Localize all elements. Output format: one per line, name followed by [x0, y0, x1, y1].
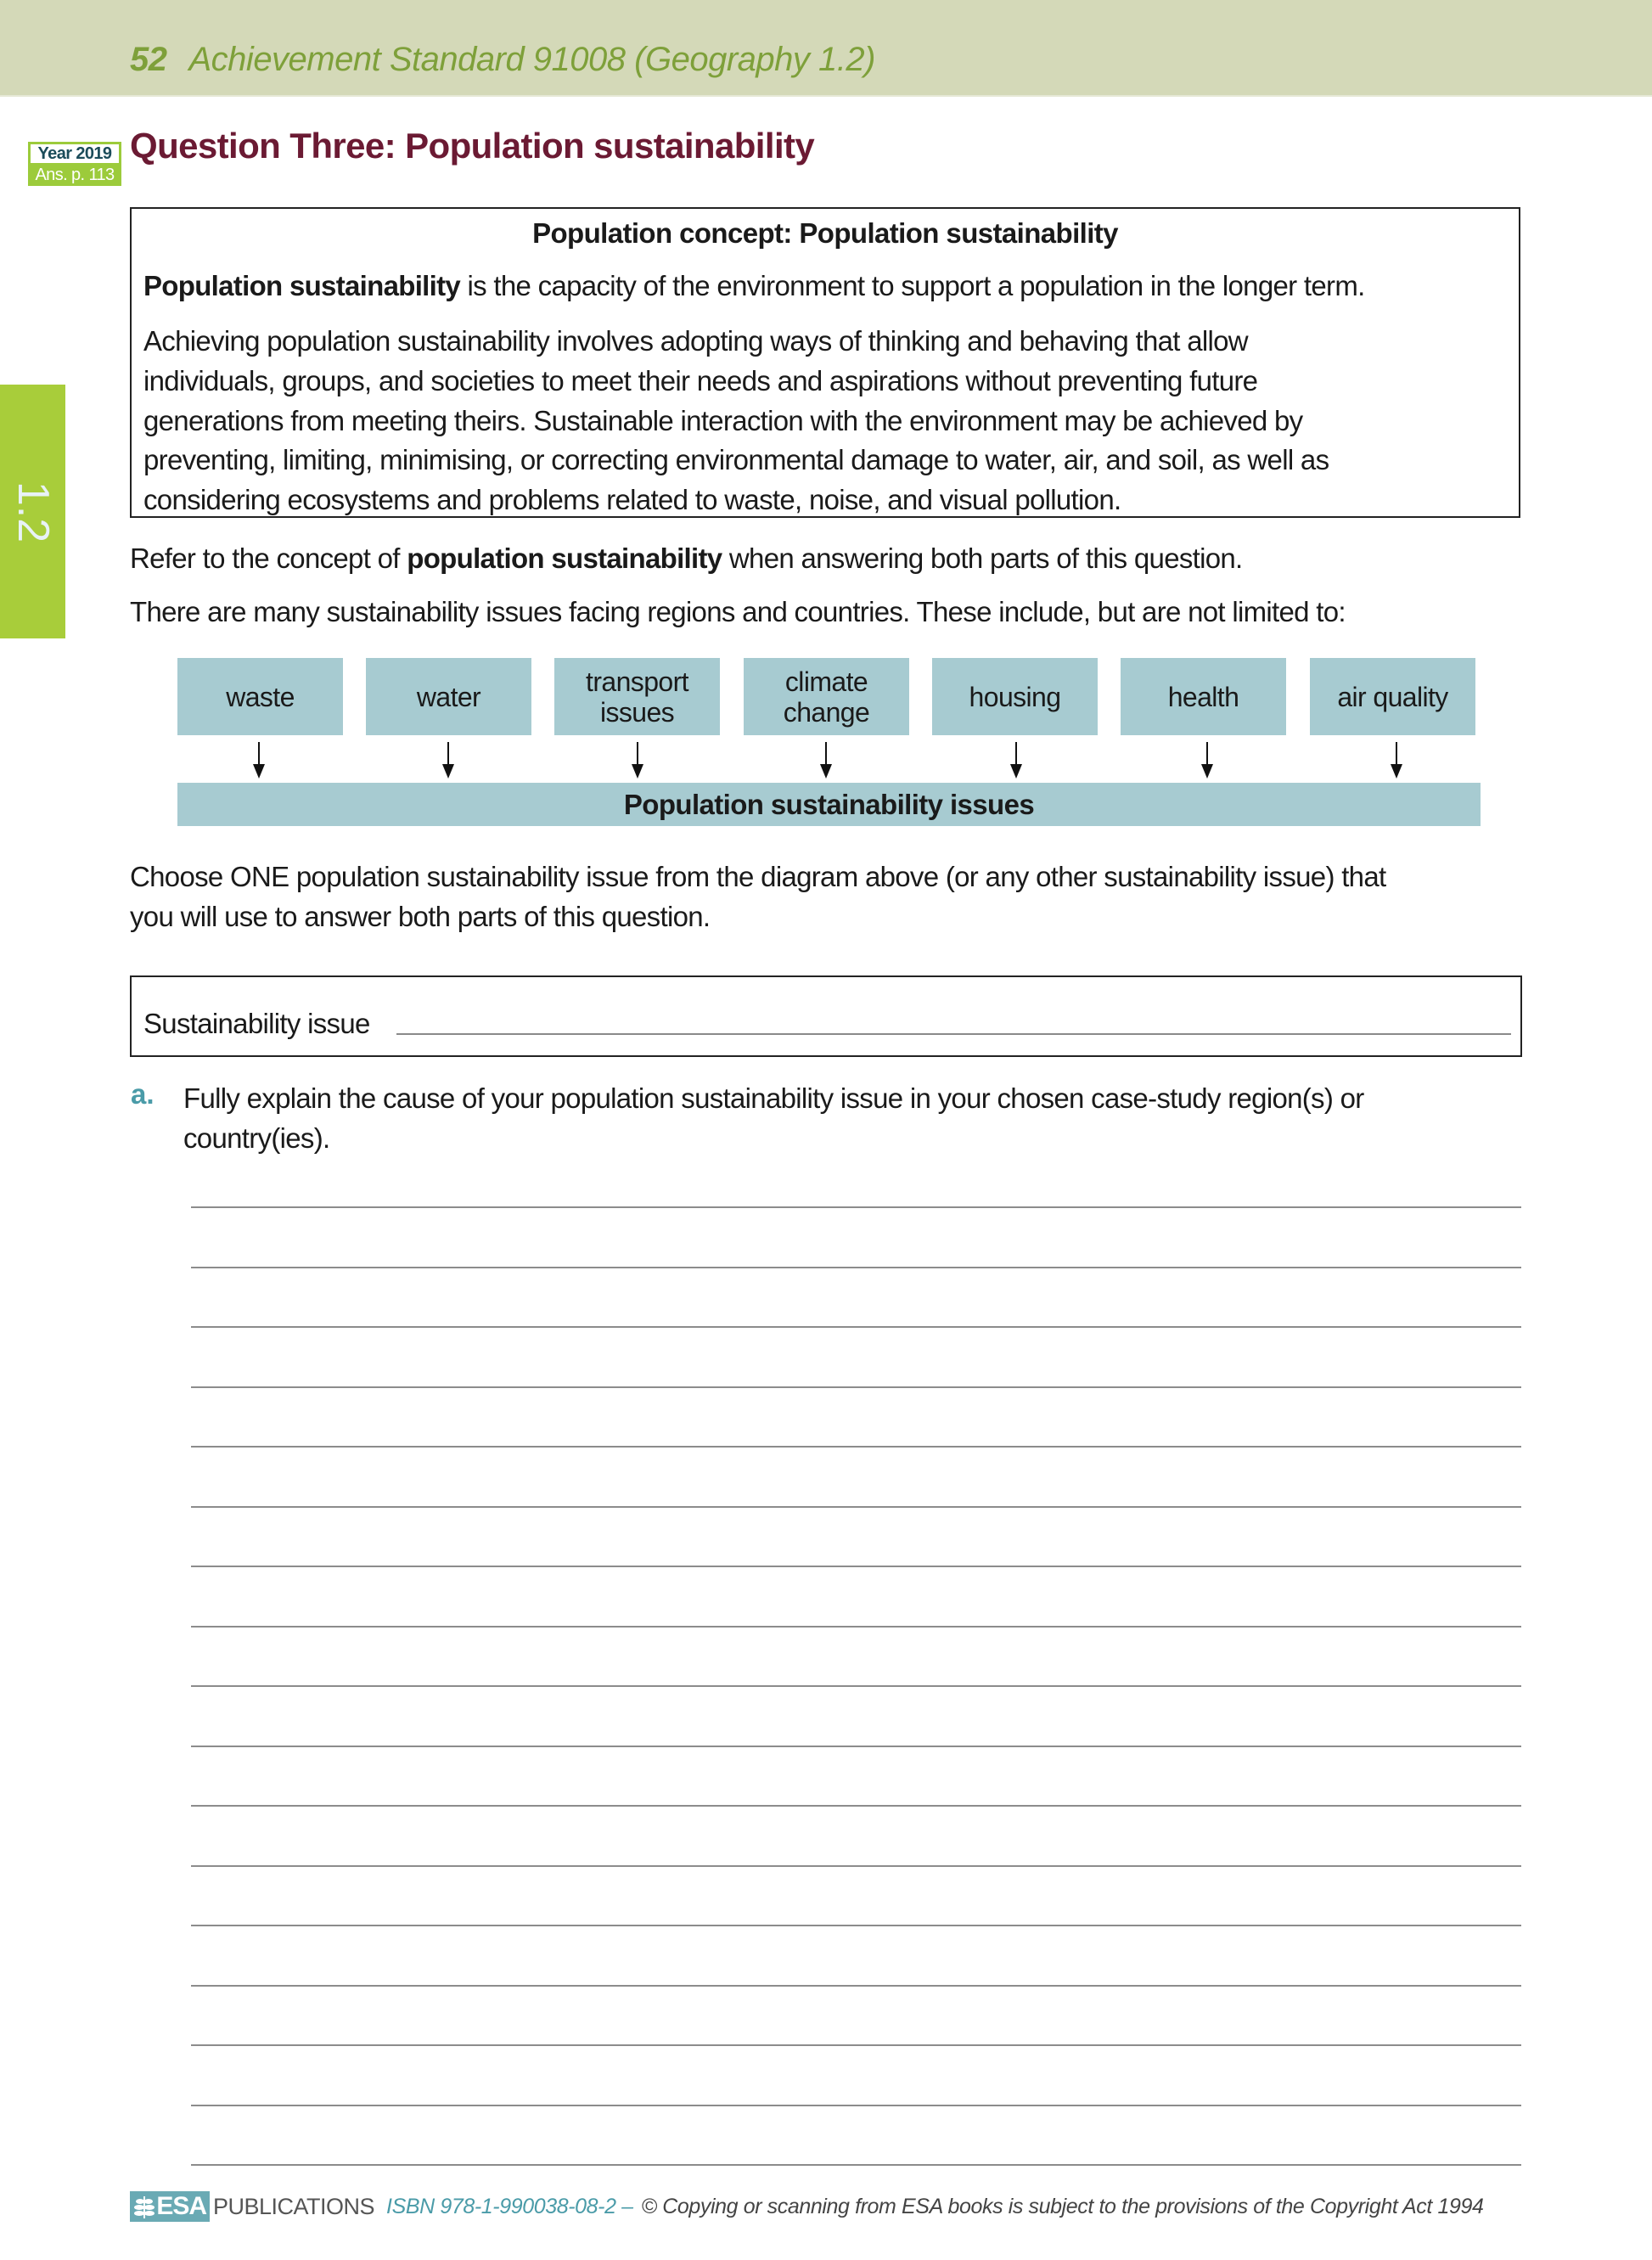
issue-box-housing: housing	[932, 658, 1098, 735]
answer-line[interactable]	[191, 1386, 1521, 1388]
issue-box-air-quality: air quality	[1310, 658, 1475, 735]
definition-term: Population sustainability	[143, 270, 461, 301]
issue-box-climate: climate change	[744, 658, 909, 735]
refer-term: population sustainability	[407, 543, 722, 574]
year-answer-badge	[28, 142, 121, 186]
paragraph-line: generations from meeting theirs. Sustainable interaction with the environment may be achieved by	[143, 404, 1303, 436]
page-number: 52	[130, 41, 167, 78]
paragraph-line: preventing, limiting, minimising, or correcting environmental damage to water, air, and soil, as well as	[143, 444, 1329, 476]
answer-line[interactable]	[191, 1626, 1521, 1628]
refer-text: Refer to the concept of	[130, 543, 407, 574]
down-arrow-icon	[1388, 742, 1405, 779]
answer-line[interactable]	[191, 1506, 1521, 1508]
choose-instruction-line-2: you will use to answer both parts of this question.	[130, 901, 711, 932]
answer-page-ref: Ans. p. 113	[35, 166, 115, 184]
down-arrow-icon	[1008, 742, 1025, 779]
question-line: country(ies).	[183, 1122, 330, 1154]
issue-box-transport: transport issues	[554, 658, 720, 735]
concept-box	[130, 207, 1520, 518]
answer-line[interactable]	[191, 1746, 1521, 1747]
leaf-icon	[133, 2195, 155, 2218]
paragraph-line: considering ecosystems and problems related to waste, noise, and visual pollution.	[143, 484, 1121, 516]
year-label: Year 2019	[31, 144, 119, 163]
paragraph-line: Achieving population sustainability involves adopting ways of thinking and behaving that allow	[143, 325, 1248, 357]
answer-line[interactable]	[191, 1446, 1521, 1448]
standard-title: Achievement Standard 91008 (Geography 1.2)	[188, 41, 875, 78]
sustainability-issue-box	[130, 975, 1522, 1057]
section-number: 1.2	[8, 481, 58, 543]
choose-instruction-line-1: Choose ONE population sustainability issue from the diagram above (or any other sustainability issue) that	[130, 861, 1386, 892]
answer-line[interactable]	[191, 1267, 1521, 1268]
copyright-notice: © Copying or scanning from ESA books is subject to the provisions of the Copyright Act 1994	[641, 2194, 1484, 2218]
issues-intro: There are many sustainability issues facing regions and countries. These include, but are not limited to:	[130, 596, 1346, 627]
question-title: Question Three: Population sustainability	[130, 126, 815, 166]
section-side-tab	[0, 385, 65, 638]
refer-text-end: when answering both parts of this question.	[722, 543, 1243, 574]
answer-line[interactable]	[191, 2164, 1521, 2166]
down-arrow-icon	[440, 742, 457, 779]
answer-line[interactable]	[191, 1326, 1521, 1328]
issue-box-water: water	[366, 658, 531, 735]
down-arrow-icon	[629, 742, 646, 779]
concept-definition	[143, 270, 1365, 302]
page-footer	[130, 2191, 1483, 2222]
issues-summary-bar: Population sustainability issues	[177, 783, 1481, 826]
concept-paragraph	[143, 322, 1329, 520]
answer-line[interactable]	[191, 1865, 1521, 1867]
answer-line[interactable]	[191, 1925, 1521, 1926]
sustainability-issue-label: Sustainability issue	[143, 1008, 370, 1039]
page-header	[130, 41, 875, 79]
issue-box-health: health	[1121, 658, 1286, 735]
issue-box-waste: waste	[177, 658, 343, 735]
answer-line[interactable]	[191, 2105, 1521, 2106]
logo-text: ESA	[156, 2192, 206, 2220]
part-a-label: a.	[131, 1078, 155, 1110]
down-arrow-icon	[250, 742, 267, 779]
definition-text: is the capacity of the environment to support a population in the longer term.	[460, 270, 1365, 301]
answer-line[interactable]	[191, 1805, 1521, 1807]
down-arrow-icon	[818, 742, 834, 779]
publisher-name: PUBLICATIONS	[213, 2193, 375, 2219]
answer-line[interactable]	[191, 1685, 1521, 1687]
answer-line[interactable]	[191, 2044, 1521, 2046]
refer-instruction	[130, 543, 1243, 575]
down-arrow-icon	[1199, 742, 1216, 779]
answer-line[interactable]	[191, 1985, 1521, 1987]
sustainability-issue-input[interactable]	[396, 1033, 1511, 1035]
paragraph-line: individuals, groups, and societies to meet their needs and aspirations without preventing future	[143, 364, 1258, 396]
answer-line[interactable]	[191, 1206, 1521, 1208]
isbn: ISBN 978-1-990038-08-2 –	[386, 2194, 633, 2218]
question-line: Fully explain the cause of your population sustainability issue in your chosen case-study region(s) or	[183, 1082, 1364, 1114]
answer-line[interactable]	[191, 1566, 1521, 1567]
esa-logo	[130, 2191, 210, 2222]
concept-title: Population concept: Population sustainability	[532, 217, 1118, 249]
part-a-question	[183, 1078, 1364, 1158]
